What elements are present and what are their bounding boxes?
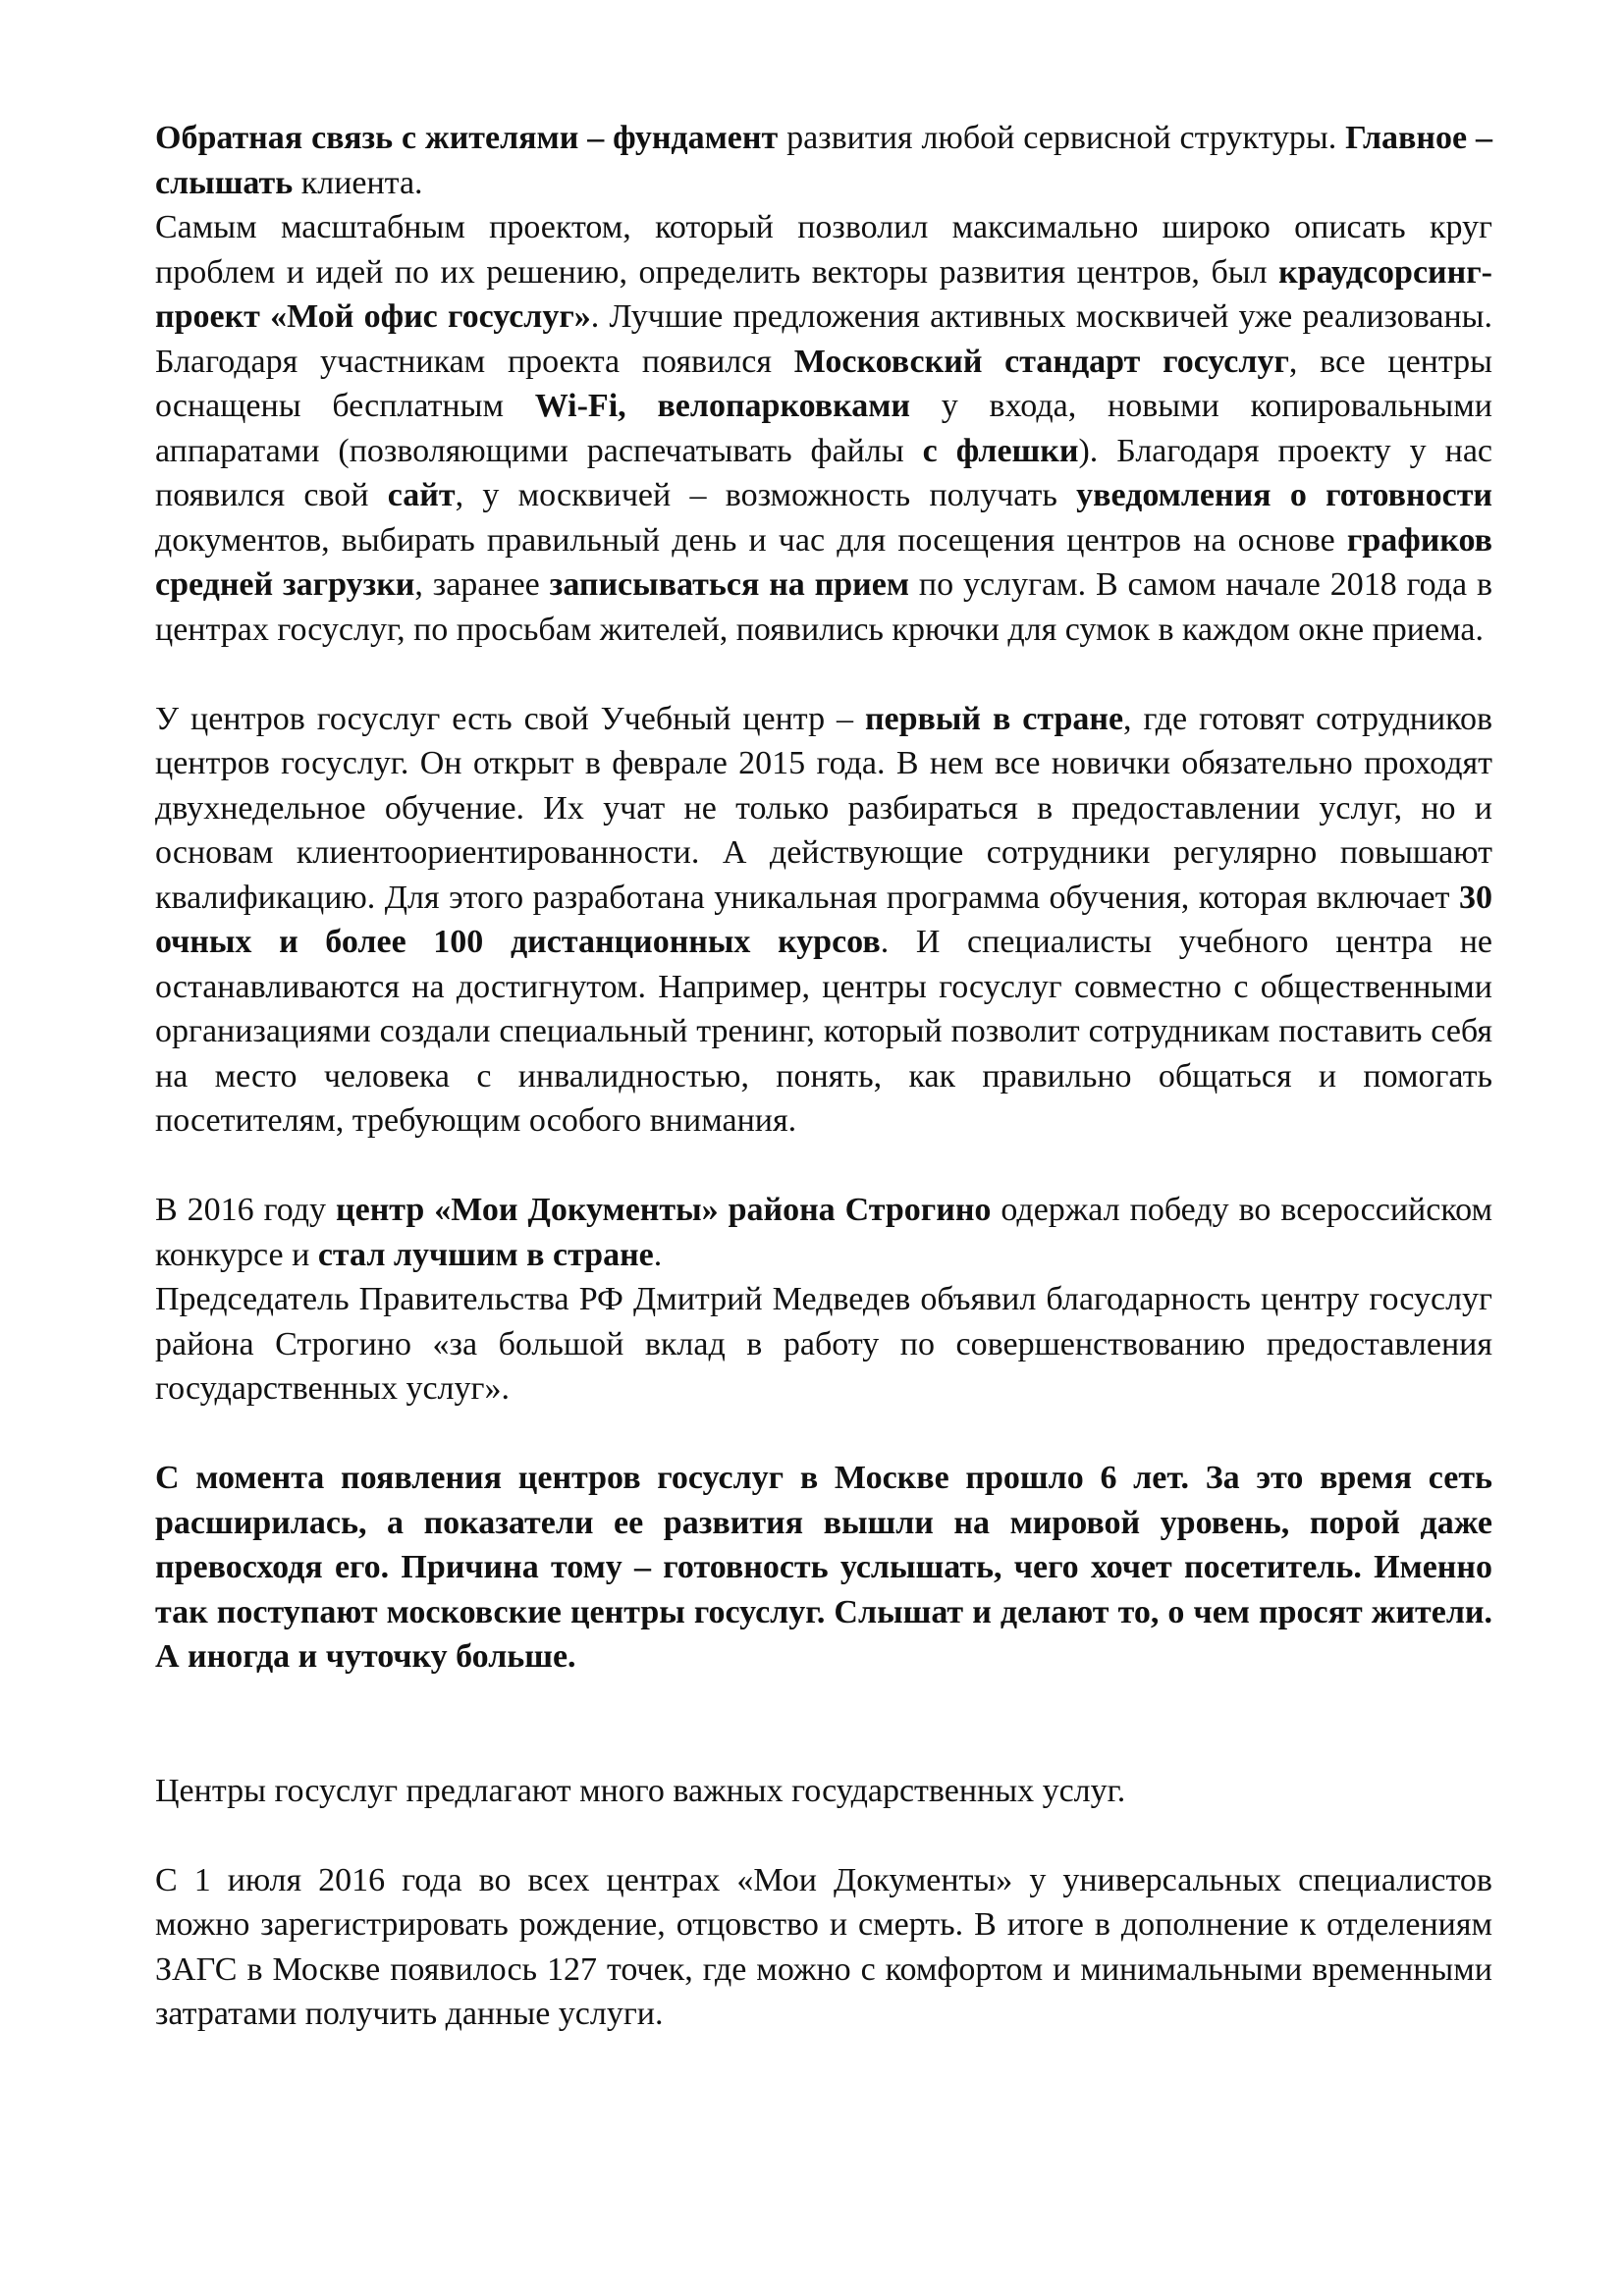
text: , у москвичей – возможность получать	[455, 477, 1077, 513]
paragraph-training-center	[155, 697, 1492, 1144]
bold-text: стал лучшим в стране	[317, 1236, 654, 1273]
text: у входа, новыми копировальными аппаратами (позволяющими распечатывать файлы	[155, 388, 1492, 469]
bold-text: С момента появления центров госуслуг в Москве прошло 6 лет. За это время сеть расширилась, а показатели ее развития вышли на мировой уровень, порой даже превосходя его. Причина тому – готовность услышать, чего хочет посетитель. Именно так поступают московские центры госуслуг. Слышат и делают то, о чем просят жители. А иногда и чуточку больше.	[155, 1460, 1492, 1675]
paragraph-strogino-award	[155, 1188, 1492, 1277]
bold-text: графиков средней загрузки	[155, 521, 1492, 603]
paragraph-crowdsourcing	[155, 205, 1492, 652]
text: , все центры оснащены бесплатным	[155, 343, 1492, 424]
bold-text: Главное – слышать	[155, 120, 1492, 201]
text: . И специалисты учебного центра не останавливаются на достигнутом. Например, центры госуслуг совместно с общественными организациями создали специальный тренинг, который позволит сотрудникам поставить себя на место человека с инвалидностью, понять, как правильно общаться и помогать посетителям, требующим особого внимания.	[155, 924, 1492, 1139]
text: развития любой сервисной структуры.	[778, 120, 1346, 156]
text: В 2016 году	[155, 1192, 337, 1228]
text: одержал победу во всероссийском конкурсе и	[155, 1192, 1492, 1273]
text: документов, выбирать правильный день и час для посещения центров на основе	[155, 521, 1347, 559]
paragraph-zags: С 1 июля 2016 года во всех центрах «Мои Документы» у универсальных специалистов можно зарегистрировать рождение, отцовство и смерть. В итоге в дополнение к отделениям ЗАГС в Москве появилось 127 точек, где можно с комфортом и минимальными временными затратами получить данные услуги.	[155, 1861, 1492, 2032]
text: , заранее	[414, 566, 550, 603]
bold-text: краудсорсинг-проект «Мой офис госуслуг»	[155, 253, 1492, 335]
bold-text: уведомления о готовности	[1076, 477, 1492, 513]
text: по услугам. В самом начале 2018 года в центрах госуслуг, по просьбам жителей, появились крючки для сумок в каждом окне приема.	[155, 566, 1493, 648]
bold-text: с флешки	[922, 432, 1079, 469]
bold-text: Московский стандарт госуслуг	[793, 343, 1289, 380]
bold-text: первый в стране	[864, 700, 1124, 737]
bold-text: сайт	[387, 477, 456, 513]
paragraph-services: Центры госуслуг предлагают много важных государственных услуг.	[155, 1772, 1126, 1809]
text: . Лучшие предложения активных москвичей уже реализованы. Благодаря участникам проекта появился	[155, 298, 1492, 380]
bold-text: записываться на прием	[549, 566, 910, 603]
text: Самым масштабным проектом, который позволил максимально широко описать круг проблем и идей по их решению, определить векторы развития центров, был	[155, 209, 1492, 291]
text: .	[653, 1236, 663, 1273]
paragraph-summary-bold	[155, 1456, 1492, 1680]
bold-text: Обратная связь с жителями – фундамент	[155, 120, 779, 156]
bold-text: центр «Мои Документы» района Строгино	[336, 1192, 992, 1228]
paragraph-gratitude: Председатель Правительства РФ Дмитрий Медведев объявил благодарность центру госуслуг района Строгино «за большой вклад в работу по совершенствованию предоставления государственных услуг».	[155, 1281, 1492, 1407]
text: , где готовят сотрудников центров госуслуг. Он открыт в феврале 2015 года. В нем все новички обязательно проходят двухнедельное обучение. Их учат не только разбираться в предоставлении услуг, но и основам клиентоориентированности. А действующие сотрудники регулярно повышают квалификацию. Для этого разработана уникальная программа обучения, которая включает	[155, 700, 1492, 916]
text: клиента.	[293, 164, 423, 201]
document-body	[155, 116, 1492, 2037]
bold-text: Wi-Fi, велопарковками	[534, 388, 910, 424]
bold-text: 30 очных и более 100 дистанционных курсов	[155, 879, 1492, 960]
text: У центров госуслуг есть свой Учебный центр –	[155, 700, 865, 737]
paragraph-feedback	[155, 116, 1492, 205]
text: ). Благодаря проекту у нас появился свой	[155, 432, 1492, 513]
